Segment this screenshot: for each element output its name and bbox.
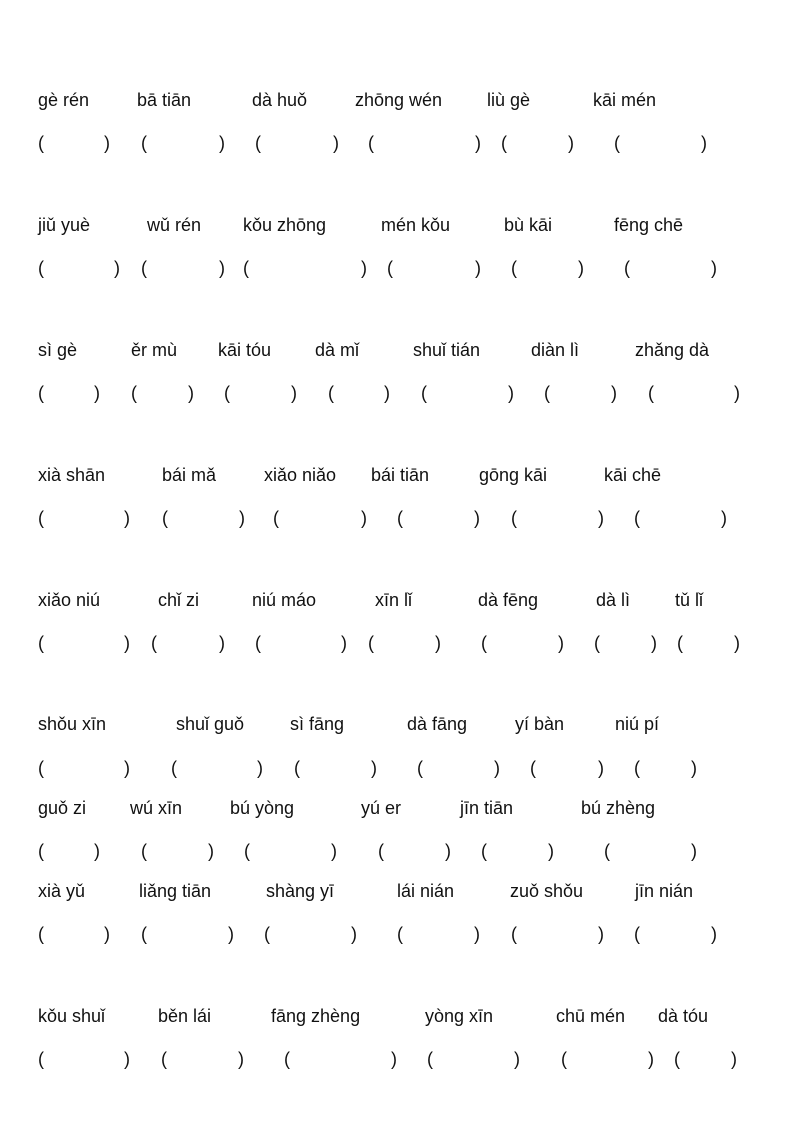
open-bracket: ( bbox=[677, 633, 683, 653]
pinyin-word: gè rén bbox=[38, 90, 90, 110]
pinyin-word: běn lái bbox=[158, 1006, 212, 1026]
pinyin-word: mén kǒu bbox=[381, 215, 451, 235]
open-bracket: ( bbox=[141, 841, 147, 861]
close-bracket: ) bbox=[734, 633, 740, 653]
close-bracket: ) bbox=[598, 758, 604, 778]
close-bracket: ) bbox=[651, 633, 657, 653]
pinyin-row-1 bbox=[0, 88, 794, 112]
pinyin-row-2 bbox=[0, 213, 794, 237]
close-bracket: ) bbox=[188, 383, 194, 403]
answer-row-2 bbox=[0, 256, 794, 280]
pinyin-word: kāi chē bbox=[604, 465, 662, 485]
pinyin-word: dà lì bbox=[596, 590, 631, 610]
pinyin-word: chū mén bbox=[556, 1006, 626, 1026]
close-bracket: ) bbox=[94, 383, 100, 403]
open-bracket: ( bbox=[368, 133, 374, 153]
close-bracket: ) bbox=[558, 633, 564, 653]
close-bracket: ) bbox=[257, 758, 263, 778]
close-bracket: ) bbox=[474, 924, 480, 944]
pinyin-word: kāi mén bbox=[593, 90, 657, 110]
pinyin-word: bái mǎ bbox=[162, 465, 217, 485]
pinyin-word: chǐ zi bbox=[158, 590, 200, 610]
close-bracket: ) bbox=[578, 258, 584, 278]
close-bracket: ) bbox=[114, 258, 120, 278]
pinyin-word: liǎng tiān bbox=[139, 881, 212, 901]
close-bracket: ) bbox=[228, 924, 234, 944]
pinyin-word: xīn lǐ bbox=[375, 590, 413, 610]
close-bracket: ) bbox=[361, 508, 367, 528]
open-bracket: ( bbox=[481, 633, 487, 653]
close-bracket: ) bbox=[104, 924, 110, 944]
open-bracket: ( bbox=[255, 133, 261, 153]
pinyin-word: tǔ lǐ bbox=[675, 590, 704, 610]
pinyin-word: liù gè bbox=[487, 90, 531, 110]
answer-row-7 bbox=[0, 839, 794, 863]
pinyin-word: dà mǐ bbox=[315, 340, 360, 360]
open-bracket: ( bbox=[38, 258, 44, 278]
close-bracket: ) bbox=[598, 508, 604, 528]
pinyin-word: bái tiān bbox=[371, 465, 430, 485]
pinyin-row-3 bbox=[0, 338, 794, 362]
close-bracket: ) bbox=[648, 1049, 654, 1069]
pinyin-word: bā tiān bbox=[137, 90, 192, 110]
open-bracket: ( bbox=[397, 508, 403, 528]
open-bracket: ( bbox=[171, 758, 177, 778]
answer-row-8 bbox=[0, 922, 794, 946]
open-bracket: ( bbox=[378, 841, 384, 861]
open-bracket: ( bbox=[244, 841, 250, 861]
close-bracket: ) bbox=[351, 924, 357, 944]
open-bracket: ( bbox=[255, 633, 261, 653]
open-bracket: ( bbox=[634, 758, 640, 778]
close-bracket: ) bbox=[371, 758, 377, 778]
close-bracket: ) bbox=[475, 133, 481, 153]
pinyin-word: bú zhèng bbox=[581, 798, 656, 818]
pinyin-word: xiǎo niǎo bbox=[264, 465, 337, 485]
close-bracket: ) bbox=[568, 133, 574, 153]
open-bracket: ( bbox=[624, 258, 630, 278]
open-bracket: ( bbox=[38, 1049, 44, 1069]
pinyin-word: dà tóu bbox=[658, 1006, 709, 1026]
close-bracket: ) bbox=[219, 133, 225, 153]
close-bracket: ) bbox=[331, 841, 337, 861]
close-bracket: ) bbox=[435, 633, 441, 653]
close-bracket: ) bbox=[445, 841, 451, 861]
close-bracket: ) bbox=[475, 258, 481, 278]
open-bracket: ( bbox=[38, 383, 44, 403]
open-bracket: ( bbox=[481, 841, 487, 861]
pinyin-word: kǒu zhōng bbox=[243, 215, 327, 235]
close-bracket: ) bbox=[514, 1049, 520, 1069]
answer-row-5 bbox=[0, 631, 794, 655]
pinyin-word: sì fāng bbox=[290, 714, 345, 734]
close-bracket: ) bbox=[219, 633, 225, 653]
pinyin-word: wǔ rén bbox=[147, 215, 202, 235]
open-bracket: ( bbox=[421, 383, 427, 403]
pinyin-row-5 bbox=[0, 588, 794, 612]
close-bracket: ) bbox=[94, 841, 100, 861]
pinyin-row-9 bbox=[0, 1004, 794, 1028]
open-bracket: ( bbox=[38, 508, 44, 528]
pinyin-word: shuǐ guǒ bbox=[176, 714, 245, 734]
close-bracket: ) bbox=[124, 508, 130, 528]
pinyin-word: jīn nián bbox=[635, 881, 694, 901]
pinyin-word: zuǒ shǒu bbox=[510, 881, 584, 901]
pinyin-word: bú yòng bbox=[230, 798, 295, 818]
open-bracket: ( bbox=[427, 1049, 433, 1069]
pinyin-word: niú máo bbox=[252, 590, 317, 610]
pinyin-word: shuǐ tián bbox=[413, 340, 481, 360]
open-bracket: ( bbox=[273, 508, 279, 528]
open-bracket: ( bbox=[634, 924, 640, 944]
open-bracket: ( bbox=[141, 924, 147, 944]
pinyin-word: dà fēng bbox=[478, 590, 539, 610]
pinyin-word: yòng xīn bbox=[425, 1006, 494, 1026]
pinyin-word: kǒu shuǐ bbox=[38, 1006, 106, 1026]
open-bracket: ( bbox=[224, 383, 230, 403]
open-bracket: ( bbox=[397, 924, 403, 944]
close-bracket: ) bbox=[333, 133, 339, 153]
open-bracket: ( bbox=[162, 508, 168, 528]
close-bracket: ) bbox=[208, 841, 214, 861]
close-bracket: ) bbox=[494, 758, 500, 778]
open-bracket: ( bbox=[38, 133, 44, 153]
close-bracket: ) bbox=[548, 841, 554, 861]
pinyin-word: dà fāng bbox=[407, 714, 468, 734]
open-bracket: ( bbox=[511, 508, 517, 528]
pinyin-word: diàn lì bbox=[531, 340, 580, 360]
close-bracket: ) bbox=[124, 633, 130, 653]
pinyin-word: lái nián bbox=[397, 881, 455, 901]
open-bracket: ( bbox=[161, 1049, 167, 1069]
open-bracket: ( bbox=[141, 258, 147, 278]
pinyin-word: shàng yī bbox=[266, 881, 335, 901]
pinyin-word: dà huǒ bbox=[252, 90, 308, 110]
open-bracket: ( bbox=[648, 383, 654, 403]
close-bracket: ) bbox=[711, 924, 717, 944]
pinyin-word: xià yǔ bbox=[38, 881, 86, 901]
open-bracket: ( bbox=[604, 841, 610, 861]
pinyin-word: bù kāi bbox=[504, 215, 553, 235]
open-bracket: ( bbox=[530, 758, 536, 778]
open-bracket: ( bbox=[141, 133, 147, 153]
open-bracket: ( bbox=[417, 758, 423, 778]
close-bracket: ) bbox=[238, 1049, 244, 1069]
close-bracket: ) bbox=[598, 924, 604, 944]
open-bracket: ( bbox=[561, 1049, 567, 1069]
close-bracket: ) bbox=[734, 383, 740, 403]
answer-row-9 bbox=[0, 1047, 794, 1071]
close-bracket: ) bbox=[701, 133, 707, 153]
pinyin-word: yú er bbox=[361, 798, 402, 818]
open-bracket: ( bbox=[544, 383, 550, 403]
open-bracket: ( bbox=[264, 924, 270, 944]
pinyin-row-7 bbox=[0, 796, 794, 820]
pinyin-word: yí bàn bbox=[515, 714, 565, 734]
close-bracket: ) bbox=[291, 383, 297, 403]
open-bracket: ( bbox=[511, 924, 517, 944]
open-bracket: ( bbox=[38, 758, 44, 778]
close-bracket: ) bbox=[474, 508, 480, 528]
pinyin-word: shǒu xīn bbox=[38, 714, 107, 734]
pinyin-word: niú pí bbox=[615, 714, 660, 734]
close-bracket: ) bbox=[124, 758, 130, 778]
close-bracket: ) bbox=[239, 508, 245, 528]
pinyin-row-6 bbox=[0, 712, 794, 736]
open-bracket: ( bbox=[284, 1049, 290, 1069]
close-bracket: ) bbox=[219, 258, 225, 278]
open-bracket: ( bbox=[151, 633, 157, 653]
close-bracket: ) bbox=[104, 133, 110, 153]
pinyin-word: gōng kāi bbox=[479, 465, 548, 485]
open-bracket: ( bbox=[674, 1049, 680, 1069]
pinyin-word: ěr mù bbox=[131, 340, 178, 360]
open-bracket: ( bbox=[501, 133, 507, 153]
open-bracket: ( bbox=[594, 633, 600, 653]
open-bracket: ( bbox=[294, 758, 300, 778]
close-bracket: ) bbox=[691, 841, 697, 861]
open-bracket: ( bbox=[131, 383, 137, 403]
close-bracket: ) bbox=[611, 383, 617, 403]
pinyin-word: xià shān bbox=[38, 465, 106, 485]
open-bracket: ( bbox=[38, 841, 44, 861]
close-bracket: ) bbox=[124, 1049, 130, 1069]
pinyin-word: xiǎo niú bbox=[38, 590, 101, 610]
open-bracket: ( bbox=[511, 258, 517, 278]
close-bracket: ) bbox=[711, 258, 717, 278]
pinyin-word: fāng zhèng bbox=[271, 1006, 361, 1026]
pinyin-row-8 bbox=[0, 879, 794, 903]
pinyin-word: jiǔ yuè bbox=[38, 215, 91, 235]
close-bracket: ) bbox=[391, 1049, 397, 1069]
close-bracket: ) bbox=[721, 508, 727, 528]
pinyin-word: sì gè bbox=[38, 340, 78, 360]
open-bracket: ( bbox=[328, 383, 334, 403]
close-bracket: ) bbox=[361, 258, 367, 278]
pinyin-word: jīn tiān bbox=[460, 798, 514, 818]
close-bracket: ) bbox=[731, 1049, 737, 1069]
open-bracket: ( bbox=[38, 633, 44, 653]
open-bracket: ( bbox=[634, 508, 640, 528]
close-bracket: ) bbox=[508, 383, 514, 403]
answer-row-1 bbox=[0, 131, 794, 155]
pinyin-word: wú xīn bbox=[130, 798, 183, 818]
pinyin-word: guǒ zi bbox=[38, 798, 87, 818]
pinyin-row-4 bbox=[0, 463, 794, 487]
pinyin-word: zhǎng dà bbox=[635, 340, 710, 360]
close-bracket: ) bbox=[341, 633, 347, 653]
close-bracket: ) bbox=[691, 758, 697, 778]
pinyin-word: fēng chē bbox=[614, 215, 684, 235]
open-bracket: ( bbox=[38, 924, 44, 944]
pinyin-word: zhōng wén bbox=[355, 90, 443, 110]
answer-row-3 bbox=[0, 381, 794, 405]
open-bracket: ( bbox=[243, 258, 249, 278]
close-bracket: ) bbox=[384, 383, 390, 403]
answer-row-6 bbox=[0, 756, 794, 780]
open-bracket: ( bbox=[368, 633, 374, 653]
open-bracket: ( bbox=[614, 133, 620, 153]
answer-row-4 bbox=[0, 506, 794, 530]
pinyin-word: kāi tóu bbox=[218, 340, 272, 360]
open-bracket: ( bbox=[387, 258, 393, 278]
